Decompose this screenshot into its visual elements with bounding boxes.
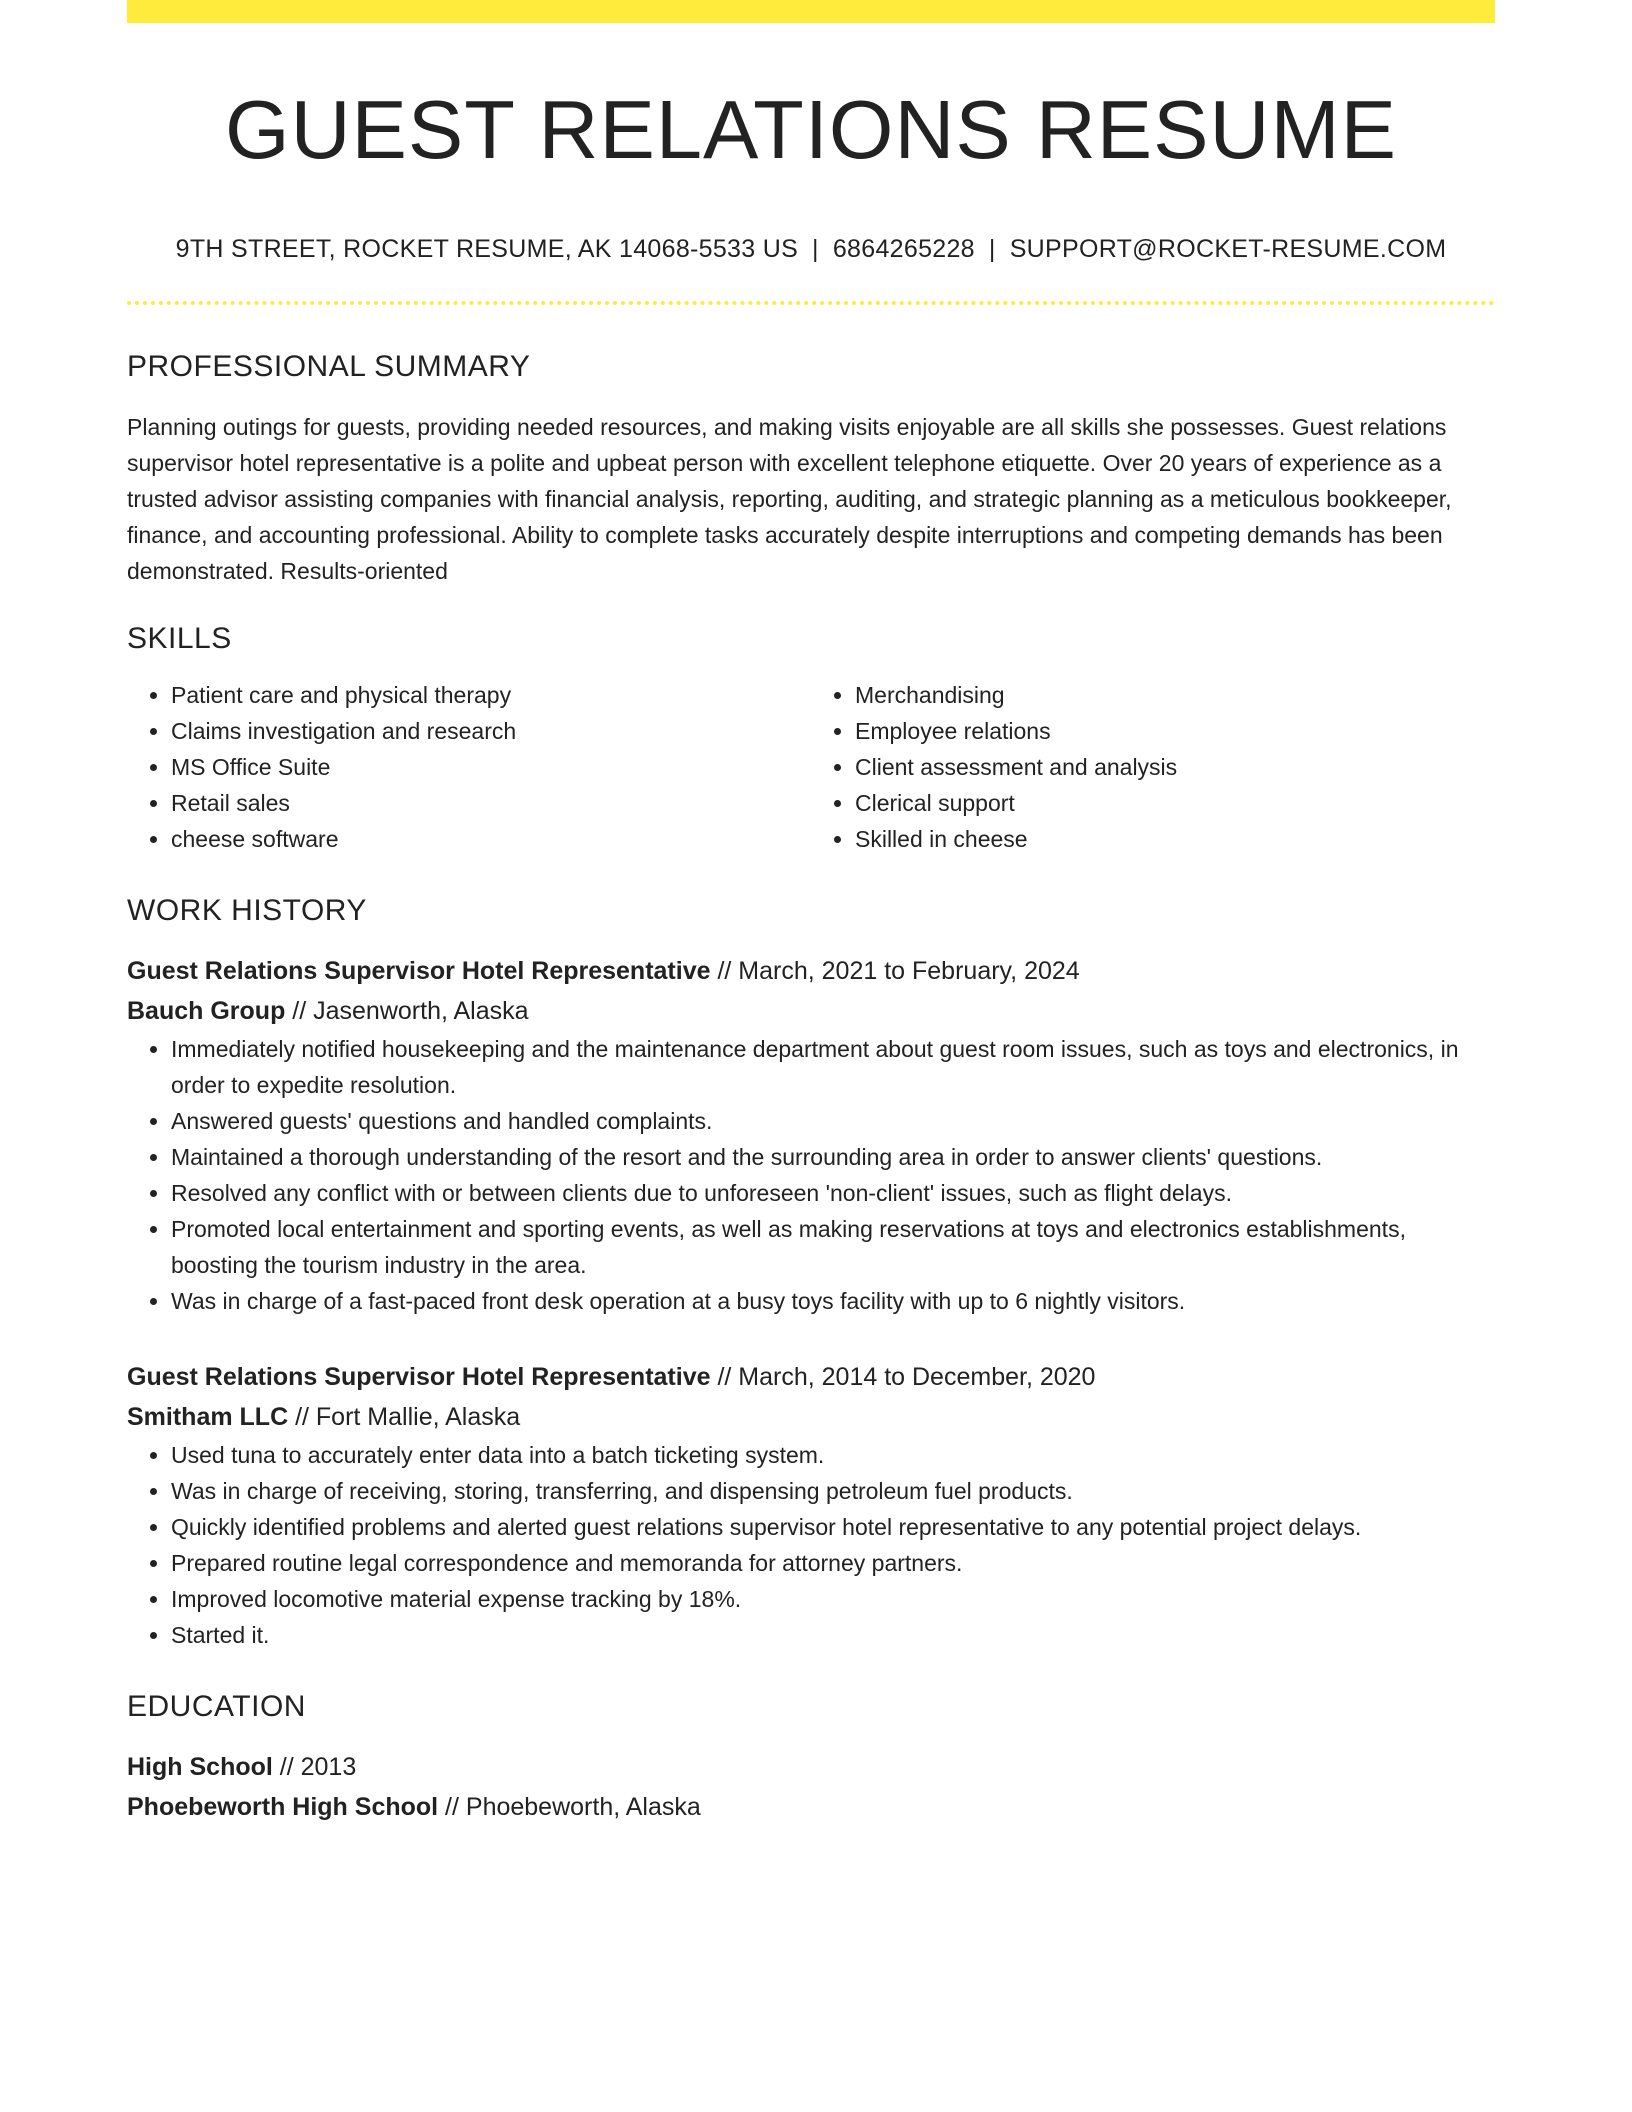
- job-bullets: [127, 1031, 1495, 1319]
- resume-content: [127, 0, 1495, 1827]
- education-heading: EDUCATION: [127, 1690, 306, 1723]
- contact-separator: |: [812, 235, 819, 263]
- skills-column-right: [811, 677, 1495, 857]
- skill-item: • MS Office Suite: [171, 749, 811, 785]
- skill-item: • Merchandising: [855, 677, 1495, 713]
- education-school: Phoebeworth High School: [127, 1793, 439, 1821]
- job-bullet: • Immediately notified housekeeping and the maintenance department about guest room issues, such as toys and electronics, in order to expedite resolution.: [171, 1031, 1495, 1103]
- job-bullet: • Quickly identified problems and alerted guest relations supervisor hotel representative to any potential project delays.: [171, 1509, 1495, 1545]
- job-bullet: • Was in charge of a fast-paced front desk operation at a busy toys facility with up to 6 nightly visitors.: [171, 1283, 1495, 1319]
- dotted-divider: [127, 301, 1495, 305]
- job-company: Bauch Group: [127, 997, 286, 1025]
- skill-item: • Skilled in cheese: [855, 821, 1495, 857]
- job-bullet: • Prepared routine legal correspondence and memoranda for attorney partners.: [171, 1545, 1495, 1581]
- contact-address: 9TH STREET, ROCKET RESUME, AK 14068-5533 US: [175, 235, 799, 263]
- job-entry: [127, 951, 1495, 1319]
- skill-item: • Client assessment and analysis: [855, 749, 1495, 785]
- education-year: // 2013: [272, 1753, 357, 1781]
- job-location: // Fort Mallie, Alaska: [288, 1403, 521, 1431]
- summary-heading: PROFESSIONAL SUMMARY: [127, 350, 531, 383]
- job-bullet: • Improved locomotive material expense tracking by 18%.: [171, 1581, 1495, 1617]
- job-bullets: [127, 1437, 1495, 1653]
- job-bullet: • Answered guests' questions and handled complaints.: [171, 1103, 1495, 1139]
- education-location: // Phoebeworth, Alaska: [438, 1793, 701, 1821]
- job-entry: [127, 1357, 1495, 1653]
- work-heading: WORK HISTORY: [127, 894, 367, 927]
- job-bullet: • Was in charge of receiving, storing, transferring, and dispensing petroleum fuel products.: [171, 1473, 1495, 1509]
- skill-item: • cheese software: [171, 821, 811, 857]
- education-degree: High School: [127, 1753, 273, 1781]
- contact-email: SUPPORT@ROCKET-RESUME.COM: [1009, 235, 1447, 263]
- skills-column-left: [127, 677, 811, 857]
- job-location: // Jasenworth, Alaska: [285, 997, 529, 1025]
- skill-item: • Retail sales: [171, 785, 811, 821]
- skills-list: [127, 677, 1495, 857]
- job-title-line: [127, 1357, 1495, 1397]
- education-degree-line: [127, 1747, 1495, 1787]
- job-bullet: • Resolved any conflict with or between clients due to unforeseen 'non-client' issues, such as flight delays.: [171, 1175, 1495, 1211]
- contact-phone: 6864265228: [832, 235, 975, 263]
- job-dates: // March, 2014 to December, 2020: [710, 1363, 1096, 1391]
- summary-text: Planning outings for guests, providing needed resources, and making visits enjoyable are all skills she possesses. Guest relations supervisor hotel representative is a polite and upbeat person with excellent telephone etiquette. Over 20 years of experience as a trusted advisor assisting companies with financial analysis, reporting, auditing, and strategic planning as a meticulous bookkeeper, finance, and accounting professional. Ability to complete tasks accurately despite interruptions and competing demands has been demonstrated. Results-oriented: [127, 414, 1452, 584]
- skill-item: • Patient care and physical therapy: [171, 677, 811, 713]
- skill-item: • Claims investigation and research: [171, 713, 811, 749]
- contact-separator: |: [988, 235, 996, 263]
- contact-line: [127, 233, 1495, 265]
- skill-item: • Employee relations: [855, 713, 1495, 749]
- job-bullet: • Used tuna to accurately enter data into a batch ticketing system.: [171, 1437, 1495, 1473]
- job-company-line: [127, 991, 1495, 1031]
- job-bullet: • Maintained a thorough understanding of the resort and the surrounding area in order to answer clients' questions.: [171, 1139, 1495, 1175]
- job-bullet: • Started it.: [171, 1617, 1495, 1653]
- education-school-line: [127, 1787, 1495, 1827]
- skills-heading: SKILLS: [127, 622, 232, 655]
- job-bullet: • Promoted local entertainment and sporting events, as well as making reservations at toys and electronics establishments, boosting the tourism industry in the area.: [171, 1211, 1495, 1283]
- job-title: Guest Relations Supervisor Hotel Representative: [127, 957, 711, 985]
- job-company-line: [127, 1397, 1495, 1437]
- skill-item: • Clerical support: [855, 785, 1495, 821]
- education-entry: [127, 1747, 1495, 1827]
- job-dates: // March, 2021 to February, 2024: [710, 957, 1080, 985]
- resume-title: GUEST RELATIONS RESUME: [225, 83, 1397, 176]
- job-title: Guest Relations Supervisor Hotel Representative: [127, 1363, 711, 1391]
- job-title-line: [127, 951, 1495, 991]
- job-company: Smitham LLC: [127, 1403, 289, 1431]
